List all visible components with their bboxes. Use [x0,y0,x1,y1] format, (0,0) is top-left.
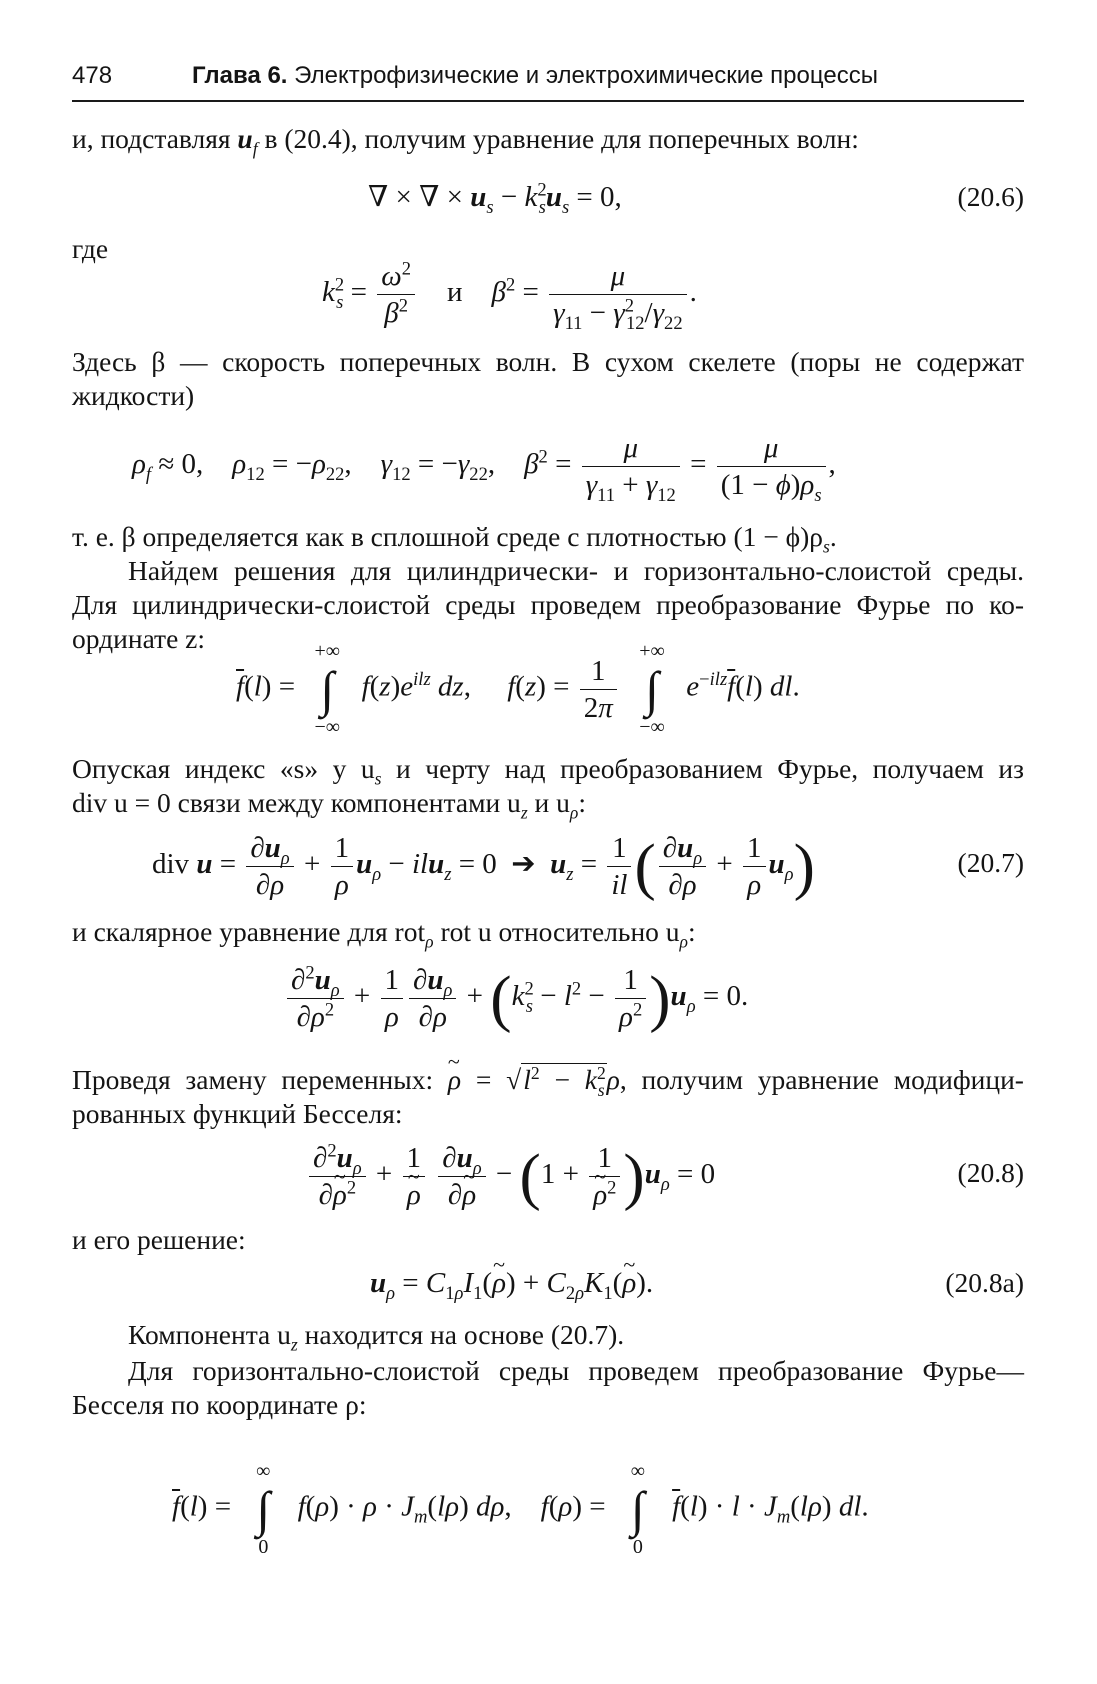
equation-number: (20.6) [957,181,1024,212]
paragraph-its-solution: и его решение: [72,1224,246,1255]
paragraph-variable-change-2: рованных функций Бесселя: [72,1098,403,1129]
equation-dry-skeleton: $\rho_f \approx 0$, $\rho_{12} = -\rho_{22}$, $\gamma_{12} = -\gamma_{22}$, $\beta^2$ = $\frac{\mu}{\gamma_{11} + \gamma_{12}}$ = $\frac{\mu}{(1 - \phi)\rho_s}$ , [132,432,836,506]
equation-number: (20.8) [957,1157,1024,1188]
paragraph-dry-skeleton-2: жидкости) [72,380,195,411]
paragraph-solutions-3: ординате z: [72,623,206,654]
label-where: где [72,233,109,264]
paragraph-omit-index-2: div u = 0 связи между компонентами $u_z$ и $u_\rho$: [72,787,586,823]
equation-number: (20.8a) [945,1267,1024,1298]
equation-number: (20.7) [957,847,1024,878]
running-header [72,58,1024,102]
equation-fourier-pair: $\overline{f}(l)$ = +∞ ∫ −∞ $f(z)e^{ilz}$ dz, f(z) = $\frac{1}{2\pi}$ +∞ ∫ −∞ $e^{-ilz}\overline{f}(l)$ dl. [236,640,800,738]
chapter-label: Глава 6. [192,62,288,89]
paragraph-variable-change-1: Проведя замену переменных: ~ $\rho = √l^2 - k^2_s\rho$, получим уравнение модифици- [72,1063,1024,1096]
chapter-title: Электрофизические и электрохимические процессы [294,62,878,89]
equation-20-7: div u = $\frac{\partial u_\rho}{\partial\rho}$ + $\frac{1}{\rho}$ $u_\rho - ilu_z = 0$ ➔ $u_z$ = $\frac{1}{il}$ ( $\frac{\partial u_\rho}{\partial\rho}$ + $\frac{1}{\rho}$ $u_\rho$) [152,830,815,902]
equation-ks-beta: $k^2_s$ = $\frac{\omega^2}{\beta^2}$ и $\beta^2$ = $\frac{\mu}{\gamma_{11} - \gamma^2_{12}/\gamma_{22}}$ . [322,258,697,334]
paragraph-uz-component: Компонента $u_z$ находится на основе (20.7). [128,1319,625,1355]
paragraph-horizontal-layered-1: Для горизонтально-слоистой среды проведем преобразование Фурье— [128,1355,1024,1386]
paragraph-dry-skeleton-1: Здесь β — скорость поперечных волн. В сухом скелете (поры не содержат [72,346,1024,377]
paragraph-scalar-equation: и скалярное уравнение для rot$_\rho$ rot u относительно $u_\rho$: [72,916,696,952]
page-number: 478 [72,62,113,89]
equation-20-8: $\frac{\partial^2u_\rho}{\partial\sim \rho^2}$ + 1 ~ ρ $\frac{\partial u_\rho}{\partial\sim \rho}$ − (1 + 1 ~ $\rho^2$ )$u_\rho = 0$ [306,1140,715,1213]
equation-20-8a: $u_\rho$ = $C_{1\rho}I_1(\sim$ $\rho) + C_{2\rho}K_1(\sim$ ρ). [370,1266,653,1300]
paragraph-omit-index-1: Опуская индекс «s» у $u_s$ и черту над преобразованием Фурье, получаем из [72,753,1024,789]
equation-scalar-rot: $\frac{\partial^2u_\rho}{\partial\rho^2}$ + $\frac{1}{\rho}$ $\frac{\partial u_\rho}{\partial\rho}$ + ($k^2_s - l^2$ − $\frac{1}{\rho^2}$ )$u_\rho = 0$. [284,962,748,1035]
paragraph-substitution: и, подставляя $u_f$ в (20.4), получим уравнение для поперечных волн: [72,123,859,159]
paragraph-beta-meaning: т. е. β определяется как в сплошной среде с плотностью $(1 - \phi)\rho_s$. [72,521,837,557]
equation-20-6: ∇ × ∇ × $u_s - k^2_su_s = 0$, [368,179,622,218]
paragraph-solutions-2: Для цилиндрически-слоистой среды проведем преобразование Фурье по ко- [72,589,1024,620]
paragraph-solutions-1: Найдем решения для цилиндрически- и горизонтально-слоистой среды. [128,555,1024,586]
paragraph-horizontal-layered-2: Бесселя по координате ρ: [72,1389,367,1420]
equation-fourier-bessel-pair: $\overline{f}(l)$ = ∞ ∫ 0 $f(\rho) \cdot \rho \cdot J_m(l\rho)$ dρ, f(ρ) = ∞ ∫ 0 $\overline{f}(l) \cdot l \cdot J_m(l\rho)$ dl. [172,1460,869,1558]
